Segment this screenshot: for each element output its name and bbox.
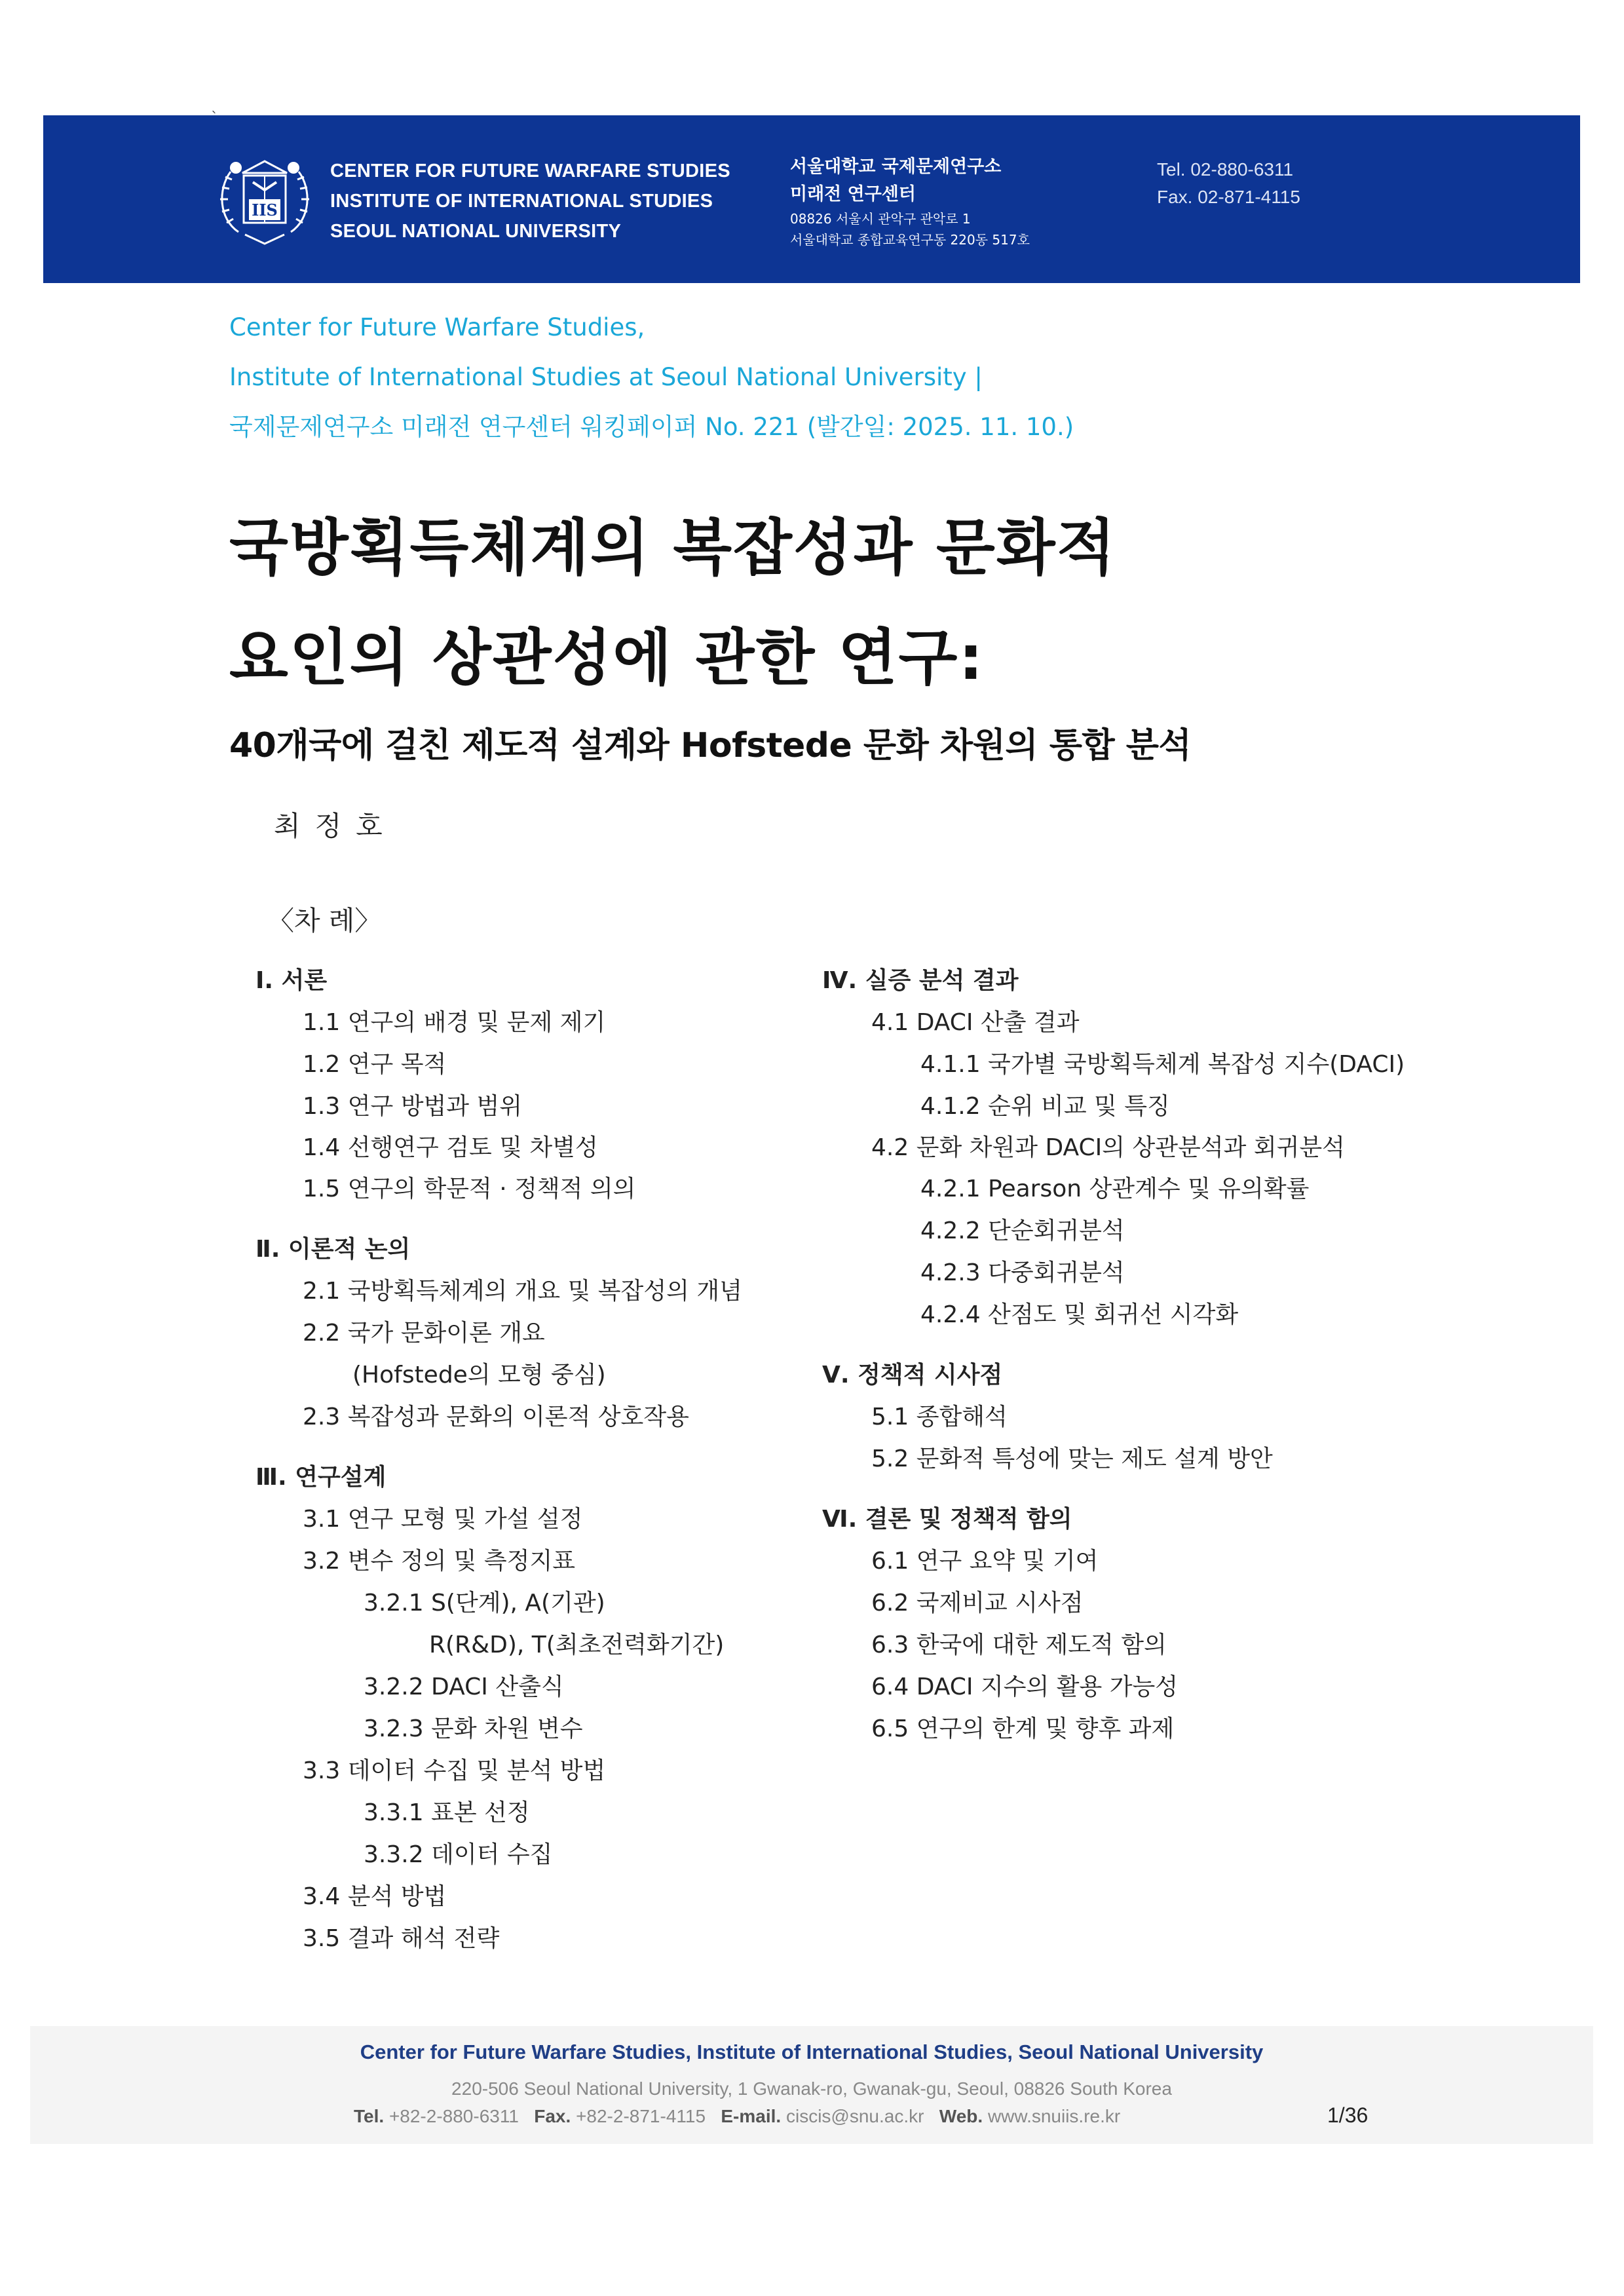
toc-entry: 4.1.1 국가별 국방획득체계 복잡성 지수(DACI) <box>920 1051 1405 1078</box>
footer-fax-label: Fax. <box>534 2106 571 2126</box>
toc-entry: 5.1 종합해석 <box>871 1404 1008 1430</box>
footer-email-label: E-mail. <box>721 2106 782 2126</box>
kr-name-line: 미래전 연구센터 <box>790 184 916 204</box>
kr-name-line: 서울대학교 국제문제연구소 <box>790 157 1002 177</box>
publication-info <box>229 303 1074 452</box>
toc-entry: 5.2 문화적 특성에 맞는 제도 설계 방안 <box>871 1445 1273 1472</box>
footer-address: 220-506 Seoul National University, 1 Gwanak-ro, Gwanak-gu, Seoul, 08826 South Korea <box>451 2078 1172 2099</box>
toc-entry: 6.4 DACI 지수의 활용 가능성 <box>871 1674 1179 1700</box>
toc-section-heading: Ⅳ. 실증 분석 결과 <box>822 967 1019 994</box>
header-contact <box>1157 156 1300 211</box>
paper-subtitle: 40개국에 걸친 제도적 설계와 Hofstede 문화 차원의 통합 분석 <box>229 726 1192 765</box>
toc-entry: 2.1 국방획득체계의 개요 및 복잡성의 개념 <box>303 1278 742 1305</box>
toc-entry: 1.1 연구의 배경 및 문제 제기 <box>303 1009 606 1036</box>
toc-entry: 2.3 복잡성과 문화의 이론적 상호작용 <box>303 1404 689 1430</box>
pubinfo-line: 국제문제연구소 미래전 연구센터 워킹페이퍼 No. 221 (발간일: 2025. 11. 10.) <box>229 413 1074 441</box>
pubinfo-line: Institute of International Studies at Seoul National University | <box>229 363 983 391</box>
institution-line: SEOUL NATIONAL UNIVERSITY <box>330 221 622 242</box>
toc-entry: 4.2.2 단순회귀분석 <box>920 1217 1125 1244</box>
footer-tel: +82-2-880-6311 <box>388 2106 519 2126</box>
toc-entry: 3.3 데이터 수집 및 분석 방법 <box>303 1757 606 1784</box>
footer-web[interactable]: www.snuiis.re.kr <box>987 2106 1121 2126</box>
toc-entry: 6.1 연구 요약 및 기여 <box>871 1548 1099 1575</box>
toc-heading: 〈차 례〉 <box>267 905 382 936</box>
toc-entry: 4.2.1 Pearson 상관계수 및 유의확률 <box>920 1176 1310 1202</box>
toc-entry: 3.1 연구 모형 및 가설 설정 <box>303 1506 583 1533</box>
institution-line: CENTER FOR FUTURE WARFARE STUDIES <box>330 161 730 182</box>
toc-entry: 4.1 DACI 산출 결과 <box>871 1009 1080 1036</box>
toc-entry: 1.5 연구의 학문적 · 정책적 의의 <box>303 1176 636 1202</box>
toc-entry: 2.2 국가 문화이론 개요 <box>303 1320 545 1347</box>
toc-entry: 6.3 한국에 대한 제도적 함의 <box>871 1632 1167 1658</box>
svg-text:IIS: IIS <box>252 201 278 220</box>
paper-title <box>229 493 1117 713</box>
institution-name-en <box>330 156 730 246</box>
kr-address-line: 서울대학교 종합교육연구동 220동 517호 <box>790 232 1030 248</box>
page-number: 1/36 <box>1327 2103 1369 2127</box>
institution-line: INSTITUTE OF INTERNATIONAL STUDIES <box>330 191 713 212</box>
title-line: 국방획득체계의 복잡성과 문화적 <box>229 512 1117 583</box>
toc-entry: R(R&D), T(최초전력화기간) <box>429 1632 725 1658</box>
pubinfo-line: Center for Future Warfare Studies, <box>229 313 645 341</box>
toc-entry: 4.2 문화 차원과 DACI의 상관분석과 회귀분석 <box>871 1134 1345 1161</box>
toc-entry: 3.2 변수 정의 및 측정지표 <box>303 1548 576 1575</box>
toc-entry: 4.2.3 다중회귀분석 <box>920 1259 1125 1286</box>
toc-entry: (Hofstede의 모형 중심) <box>352 1362 606 1388</box>
toc-entry: 3.2.3 문화 차원 변수 <box>364 1715 583 1742</box>
toc-section-heading: Ⅴ. 정책적 시사점 <box>822 1362 1003 1388</box>
title-line: 요인의 상관성에 관한 연구: <box>229 622 985 693</box>
header-banner <box>43 115 1580 283</box>
toc-section-heading: Ⅱ. 이론적 논의 <box>255 1236 411 1263</box>
toc-entry: 3.2.1 S(단계), A(기관) <box>364 1590 605 1617</box>
toc-entry: 1.4 선행연구 검토 및 차별성 <box>303 1134 598 1161</box>
footer-tel-label: Tel. <box>354 2106 385 2126</box>
toc-entry: 1.3 연구 방법과 범위 <box>303 1093 523 1120</box>
kr-address-line: 08826 서울시 관악구 관악로 1 <box>790 211 971 227</box>
toc-entry: 3.2.2 DACI 산출식 <box>364 1674 564 1700</box>
toc-entry: 3.3.2 데이터 수집 <box>364 1841 553 1868</box>
author-name: 최정호 <box>274 810 397 842</box>
toc-entry: 3.3.1 표본 선정 <box>364 1799 530 1826</box>
toc-section-heading: Ⅰ. 서론 <box>255 967 328 994</box>
toc-section-heading: Ⅲ. 연구설계 <box>255 1464 387 1491</box>
footer-web-label: Web. <box>939 2106 983 2126</box>
header-tel: Tel. 02-880-6311 <box>1157 159 1294 180</box>
toc-entry: 6.2 국제비교 시사점 <box>871 1590 1084 1617</box>
institution-name-kr <box>790 153 1030 250</box>
footer-institution: Center for Future Warfare Studies, Institute of International Studies, Seoul National University <box>360 2040 1264 2063</box>
page-footer <box>30 2026 1593 2144</box>
footer-email[interactable]: ciscis@snu.ac.kr <box>785 2106 924 2126</box>
toc-entry: 3.5 결과 해석 전략 <box>303 1925 500 1952</box>
toc-section-heading: Ⅵ. 결론 및 정책적 함의 <box>822 1506 1072 1533</box>
footer-contact <box>354 2106 1120 2127</box>
toc-entry: 4.1.2 순위 비교 및 특징 <box>920 1093 1170 1120</box>
toc-entry: 6.5 연구의 한계 및 향후 과제 <box>871 1715 1175 1742</box>
toc-entry: 3.4 분석 방법 <box>303 1883 447 1910</box>
header-fax: Fax. 02-871-4115 <box>1157 187 1300 207</box>
footer-fax: +82-2-871-4115 <box>576 2106 706 2126</box>
snu-iis-logo-icon <box>212 153 317 252</box>
toc-entry: 1.2 연구 목적 <box>303 1051 447 1078</box>
toc-entry: 4.2.4 산점도 및 회귀선 시각화 <box>920 1301 1239 1328</box>
